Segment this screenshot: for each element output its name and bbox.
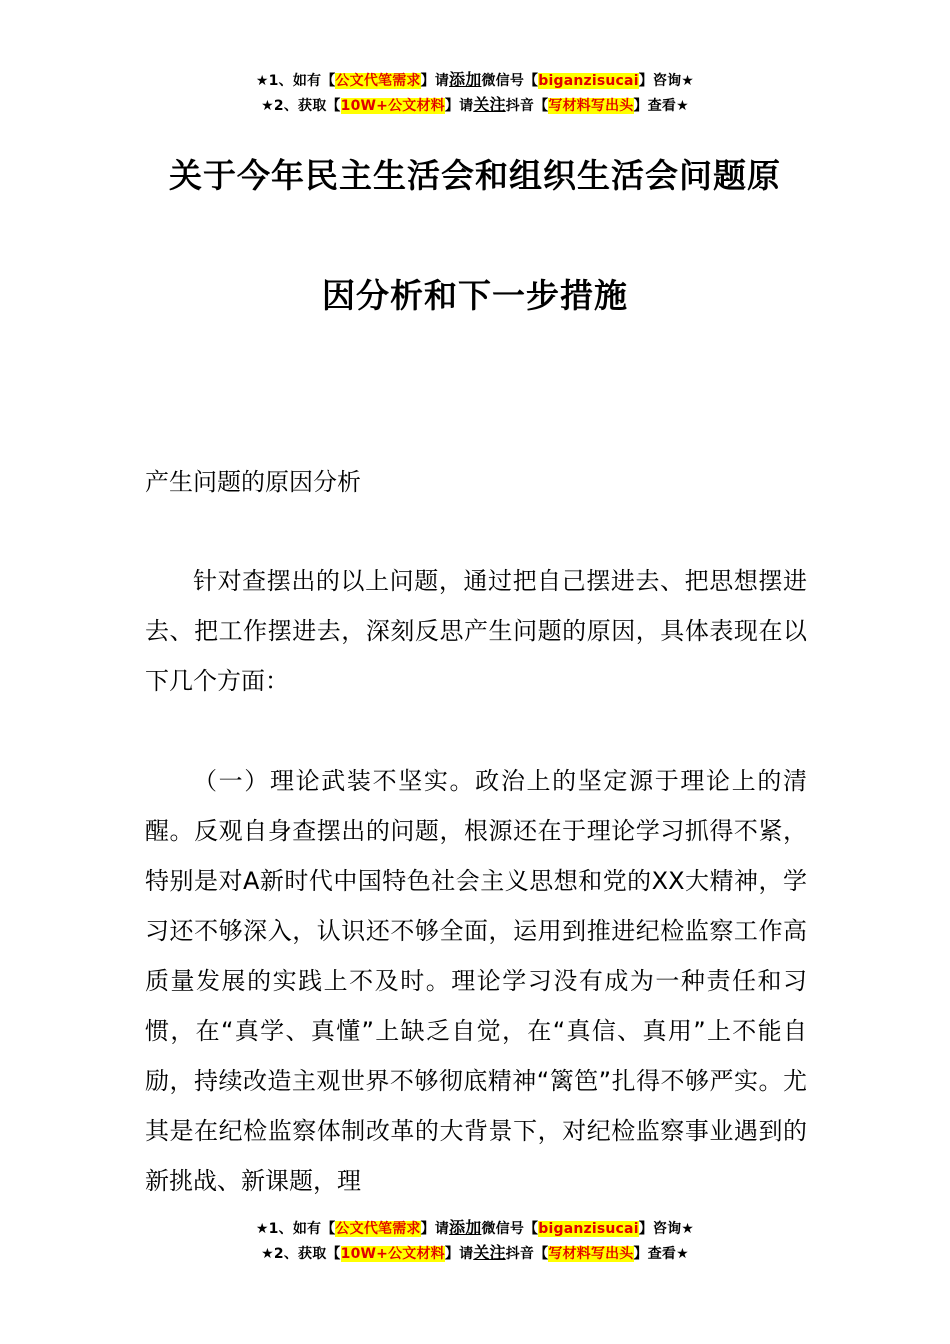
promo-text: 抖音【: [505, 98, 549, 114]
promo-banner-top: [0, 68, 950, 118]
promo-line-1: [0, 1216, 950, 1241]
promo-underline: 添加: [449, 70, 482, 89]
promo-highlight: 10W+公文材料: [340, 1246, 445, 1262]
promo-line-2: [0, 1241, 950, 1266]
promo-text: 】查看★: [633, 98, 689, 114]
promo-underline: 关注: [473, 1243, 506, 1262]
document-title-line-1: 关于今年民主生活会和组织生活会问题原: [169, 156, 781, 195]
promo-line-2: [0, 93, 950, 118]
promo-text: 微信号【: [481, 1221, 539, 1237]
promo-text: 微信号【: [481, 73, 539, 89]
promo-text: 】查看★: [633, 1246, 689, 1262]
promo-text: 】请: [420, 73, 450, 89]
promo-wechat-id: biganzisucai: [538, 73, 639, 89]
promo-highlight: 公文代笔需求: [335, 73, 421, 89]
section-heading: 产生问题的原因分析: [145, 468, 361, 496]
promo-text: 抖音【: [505, 1246, 549, 1262]
promo-text: 】请: [444, 1246, 474, 1262]
promo-highlight: 10W+公文材料: [340, 98, 445, 114]
promo-text: ★2、获取【: [261, 1246, 341, 1262]
promo-douyin-id: 写材料写出头: [548, 1246, 634, 1262]
paragraph-theory: （一）理论武装不坚实。政治上的坚定源于理论上的清醒。反观自身查摆出的问题，根源还在于理论学习抓得不紧，特别是对A新时代中国特色社会主义思想和党的XX大精神，学习还不够深入，认识还不够全面，运用到推进纪检监察工作高质量发展的实践上不及时。理论学习没有成为一种责任和习惯，在“真学、真懂”上缺乏自觉，在“真信、真用”上不能自励，持续改造主观世界不够彻底精神“篱笆”扎得不够严实。尤其是在纪检监察体制改革的大背景下，对纪检监察事业遇到的新挑战、新课题，理: [145, 767, 807, 1195]
promo-text: 】请: [444, 98, 474, 114]
document-title-line-2: 因分析和下一步措施: [322, 276, 628, 315]
promo-text: 】咨询★: [638, 73, 695, 89]
promo-douyin-id: 写材料写出头: [548, 98, 634, 114]
promo-text: 】咨询★: [638, 1221, 695, 1237]
promo-text: ★1、如有【: [255, 1221, 336, 1237]
promo-text: ★1、如有【: [255, 73, 336, 89]
promo-highlight: 公文代笔需求: [335, 1221, 421, 1237]
promo-text: ★2、获取【: [261, 98, 341, 114]
promo-line-1: [0, 68, 950, 93]
promo-banner-bottom: [0, 1216, 950, 1266]
promo-underline: 关注: [473, 95, 506, 114]
promo-wechat-id: biganzisucai: [538, 1221, 639, 1237]
paragraph-intro: 针对查摆出的以上问题，通过把自己摆进去、把思想摆进去、把工作摆进去，深刻反思产生问题的原因，具体表现在以下几个方面：: [145, 567, 807, 695]
promo-underline: 添加: [449, 1218, 482, 1237]
promo-text: 】请: [420, 1221, 450, 1237]
